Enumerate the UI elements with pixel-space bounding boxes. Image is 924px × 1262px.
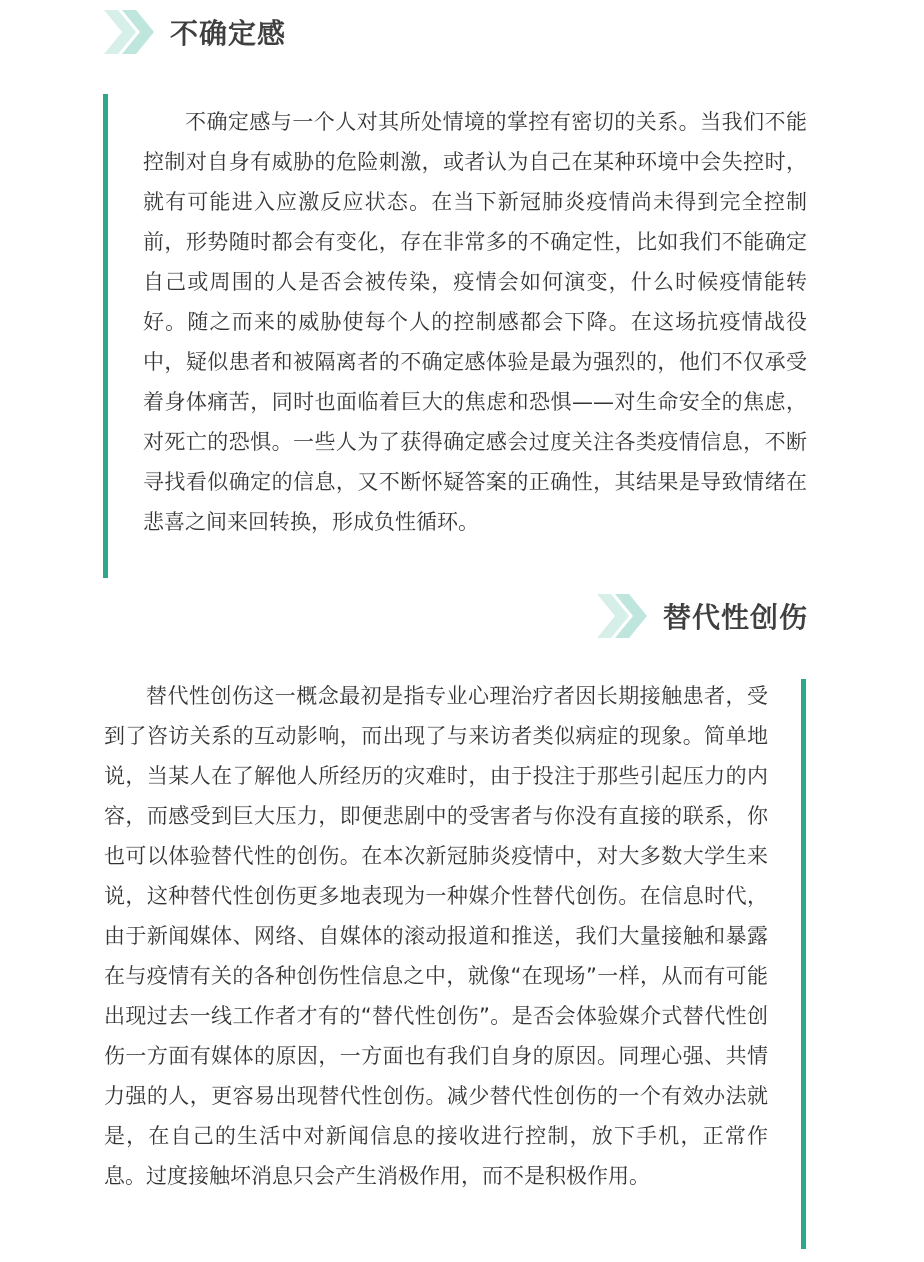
section-title: 替代性创伤 bbox=[662, 601, 808, 634]
section-title: 不确定感 bbox=[170, 17, 287, 50]
accent-bar bbox=[801, 679, 806, 1249]
double-chevron-right-icon bbox=[102, 4, 158, 60]
section-heading-vicarious-trauma bbox=[595, 586, 808, 646]
section-body-uncertainty: 不确定感与一个人对其所处情境的掌控有密切的关系。当我们不能控制对自身有威胁的危险刺激，或者认为自己在某种环境中会失控时，就有可能进入应激反应状态。在当下新冠肺炎疫情尚未得到完全控制前，形势随时都会有变化，存在非常多的不确定性，比如我们不能确定自己或周围的人是否会被传染，疫情会如何演变，什么时候疫情能转好。随之而来的威胁使每个人的控制感都会下降。在这场抗疫情战役中，疑似患者和被隔离者的不确定感体验是最为强烈的，他们不仅承受着身体痛苦，同时也面临着巨大的焦虑和恐惧——对生命安全的焦虑，对死亡的恐惧。一些人为了获得确定感会过度关注各类疫情信息，不断寻找看似确定的信息，又不断怀疑答案的正确性，其结果是导致情绪在悲喜之间来回转换，形成负性循环。 bbox=[143, 110, 807, 534]
accent-bar bbox=[103, 94, 108, 578]
double-chevron-right-icon bbox=[595, 588, 651, 644]
section-heading-uncertainty bbox=[102, 2, 286, 62]
section-body-vicarious-trauma: 替代性创伤这一概念最初是指专业心理治疗者因长期接触患者，受到了咨访关系的互动影响，而出现了与来访者类似病症的现象。简单地说，当某人在了解他人所经历的灾难时，由于投注于那些引起压力的内容，而感受到巨大压力，即便悲剧中的受害者与你没有直接的联系，你也可以体验替代性的创伤。在本次新冠肺炎疫情中，对大多数大学生来说，这种替代性创伤更多地表现为一种媒介性替代创伤。在信息时代，由于新闻媒体、网络、自媒体的滚动报道和推送，我们大量接触和暴露在与疫情有关的各种创伤性信息之中，就像“在现场”一样，从而有可能出现过去一线工作者才有的“替代性创伤”。是否会体验媒介式替代性创伤一方面有媒体的原因，一方面也有我们自身的原因。同理心强、共情力强的人，更容易出现替代性创伤。减少替代性创伤的一个有效办法就是，在自己的生活中对新闻信息的接收进行控制，放下手机，正常作息。过度接触坏消息只会产生消极作用，而不是积极作用。 bbox=[104, 684, 768, 1188]
